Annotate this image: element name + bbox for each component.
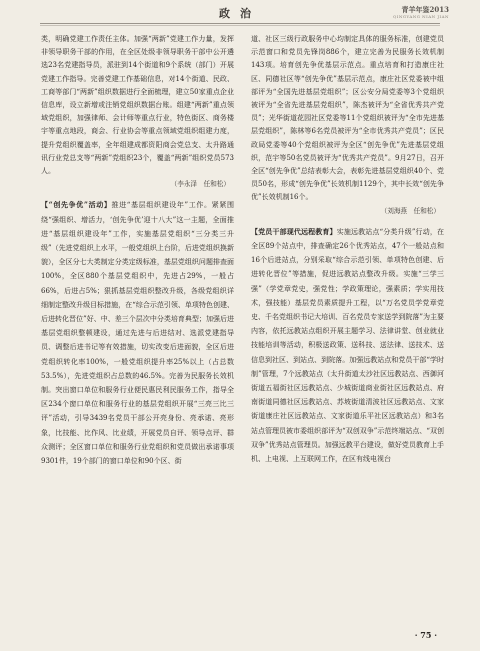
right-column: [251, 33, 444, 633]
author-signature: （刘海燕 任和松）: [380, 206, 440, 215]
header-rule: [40, 23, 440, 24]
heading-label: 【党员干部现代远程教育】: [251, 226, 337, 236]
paragraph: 类，明确党建工作责任主体。加强“两新”党建工作力量，发挥非领导职务干部的作用，在全区处级非领导职务干部中公开遴选23名党建指导员，派驻到14个街道和9个系统（部门）开展党建工作指导。完善党建工作基础信息，对14个街道、民政、工商等部门“两新”组织数据进行全面梳理，建立50家重点企业信息库，设立新增或注销党组织数据台账。组建“两新”重点领域党组织，加强律师、会计师等重点行业，特色街区、商务楼宇等重点地段，商会、行业协会等重点领域党组织组建力度，提升党组织覆盖率，全年组建成都资阳商会党总支、太升路通讯行业党总支等“两新”党组织23个，覆盖“两新”组织党员573人。: [41, 35, 234, 176]
page-number: · 75 ·: [414, 630, 437, 640]
header-rule-thin: [40, 25, 440, 26]
journal-pinyin: QINGYANG NIAN JIAN: [393, 14, 449, 19]
heading-label: 【“创先争优”活动】: [41, 200, 112, 210]
heading-text: 实施远教站点“分类升级”行动，在全区89个站点中，排查确定26个优秀站点，47个一般站点和16个后进站点，分别采取“综合示范引领、单项特色创建、后进转化晋位”等措施，促进远教站点整改升级。实施“三学三强”（学党章党史，强党性；学政策理论，强素质；学实用技术，强技能）基层党员素质提升工程，以“万名党员学党章党史、千名党组织书记大培训、百名党员专家送学到院落”为主要内容，依托远教站点组织开展主题学习、法律讲堂、创业就业技能培训等活动，积极送政策、送科技、送法律、送技术、送信息到社区、到站点、到院落。加强远教站点和党员干部“学时制”管理，7个远教站点（太升街道太沙社区远教站点、西御河街道五福街社区远教站点、少城街道商业街社区远教站点、府南街道同德社区远教站点、苏坡街道清波社区远教站点、文家街道康庄社区远教站点、文家街道乐平社区远教站点）和3名站点管理员被市委组织部评为“双创双争”示范终端站点、“双创双争”优秀站点管理员。加强远教平台建设，做好党员教育上手机、上电视、上互联网工作，在区有线电视台: [251, 227, 444, 464]
paragraph: 道、社区三级行政服务中心均制定具体的服务标准，创建党员示范窗口和党员先锋岗886个，建立完善为民服务长效机制143项。培育创先争优基层示范点。重点培育和打造康庄社区、同德社区等“创先争优”基层示范点，康庄社区党委被中组部评为“全国先进基层党组织”；区公安分局党委等3个党组织被评为“全省先进基层党组织”，陈杰被评为“全省优秀共产党员”；光华街道花园社区党委等11个党组织被评为“全市先进基层党组织”，陈林等6名党员被评为“全市优秀共产党员”；区民政局党委等40个党组织被评为全区“创先争优”先进基层党组织，范宇等50名党员被评为“优秀共产党员”。9月27日，召开全区“创先争优”总结表彰大会，表彰先进基层党组织40个、党员50名，形成“创先争优”长效机制1129个，其中长效“创先争优”长效机制16个。: [251, 35, 444, 202]
heading-text: 推进“基层组织建设年”工作。紧紧围绕“强组织、增活力，‘创先争优’迎十八大”这一主题，全面推进“基层组织建设年”工作，实施基层党组织“三分类三升级”（先进党组织上水平，一般党组织上台阶，后进党组织换新貌），全区分七大类制定分类定级标准，基层党组织问题排查面100%，全区880个基层党组织中，先进占29%，一般占66%，后进占5%；狠抓基层党组织整改升级，各级党组织详细制定整改升级目标措施，在“综合示范引领、单项特色创建、后进转化晋位”好、中、差三个层次中分类培育典型；加强后进基层党组织整顿建设，通过先进与后进结对、选派党建指导员、调整后进书记等有效措施，切实改变后进面貌，全区后进党组织转化率100%，一般党组织提升率25%以上（占总数53.5%），先进党组织占总数的46.5%。完善为民服务长效机制。突出窗口单位和服务行业便民惠民利民服务工作，指导全区234个窗口单位和服务行业的基层党组织开展“三亮三比三评”活动，引导3439名党员干部公开亮身份、亮承诺、亮形象，比技能、比作风、比业绩，开展党员自评、领导点评、群众测评；全区窗口单位和服务行业党组织和党员做出承诺事项9301件，19个部门的窗口单位和90个区、街: [41, 201, 234, 466]
journal-title: 青羊年鉴2013: [401, 5, 449, 14]
author-signature: （李永泽 任和松）: [170, 180, 230, 189]
article-heading: [41, 198, 234, 468]
article-heading: [251, 225, 444, 466]
left-column: [41, 33, 234, 633]
section-title: 政治: [219, 7, 261, 20]
